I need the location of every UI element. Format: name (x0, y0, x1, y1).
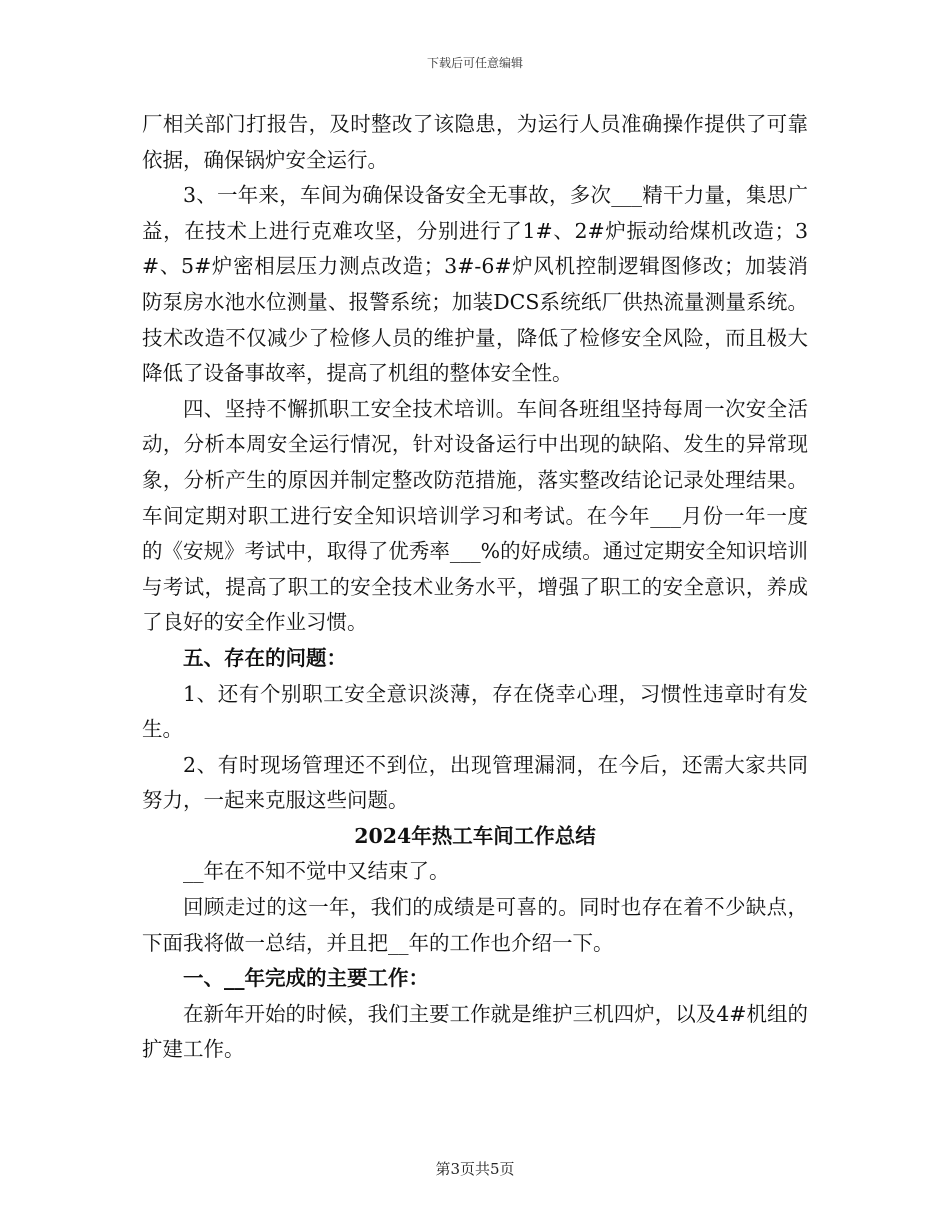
paragraph: 在新年开始的时候，我们主要工作就是维护三机四炉，以及4#机组的扩建工作。 (142, 1001, 808, 1062)
document-body (142, 107, 808, 1068)
paragraph: 3、一年来，车间为确保设备安全无事故，多次___精干力量，集思广益，在技术上进行克难攻坚，分别进行了1#、2#炉振动给煤机改造；3#、5#炉密相层压力测点改造；3#-6#炉风机控制逻辑图修改；加装消防泵房水池水位测量、报警系统；加装DCS系统纸厂供热流量测量系统。技术改造不仅减少了检修人员的维护量，降低了检修安全风险，而且极大降低了设备事故率，提高了机组的整体安全性。 (142, 183, 808, 386)
paragraph: __年在不知不觉中又结束了。 (183, 859, 450, 884)
section-heading: 五、存在的问题： (183, 645, 347, 670)
document-title: 2024年热工车间工作总结 (354, 823, 596, 848)
page-header: 下载后可任意编辑 (426, 56, 523, 70)
paragraph: 四、坚持不懈抓职工安全技术培训。车间各班组坚持每周一次安全活动，分析本周安全运行情况，针对设备运行中出现的缺陷、发生的异常现象，分析产生的原因并制定整改防范措施，落实整改结论记录处理结果。车间定期对职工进行安全知识培训学习和考试。在今年___月份一年一度的《安规》考试中，取得了优秀率___%的好成绩。通过定期安全知识培训与考试，提高了职工的安全技术业务水平，增强了职工的安全意识，养成了良好的安全作业习惯。 (142, 396, 808, 635)
paragraph: 1、还有个别职工安全意识淡薄，存在侥幸心理，习惯性违章时有发生。 (142, 681, 808, 742)
page-footer: 第3页共5页 (435, 1160, 515, 1178)
paragraph: 厂相关部门打报告，及时整改了该隐患，为运行人员准确操作提供了可靠依据，确保锅炉安全运行。 (142, 112, 808, 172)
paragraph: 回顾走过的这一年，我们的成绩是可喜的。同时也存在着不少缺点，下面我将做一总结，并且把__年的工作也介绍一下。 (142, 895, 808, 955)
section-heading: 一、__年完成的主要工作： (183, 966, 429, 991)
paragraph: 2、有时现场管理还不到位，出现管理漏洞，在今后，还需大家共同努力，一起来克服这些问题。 (142, 752, 808, 813)
